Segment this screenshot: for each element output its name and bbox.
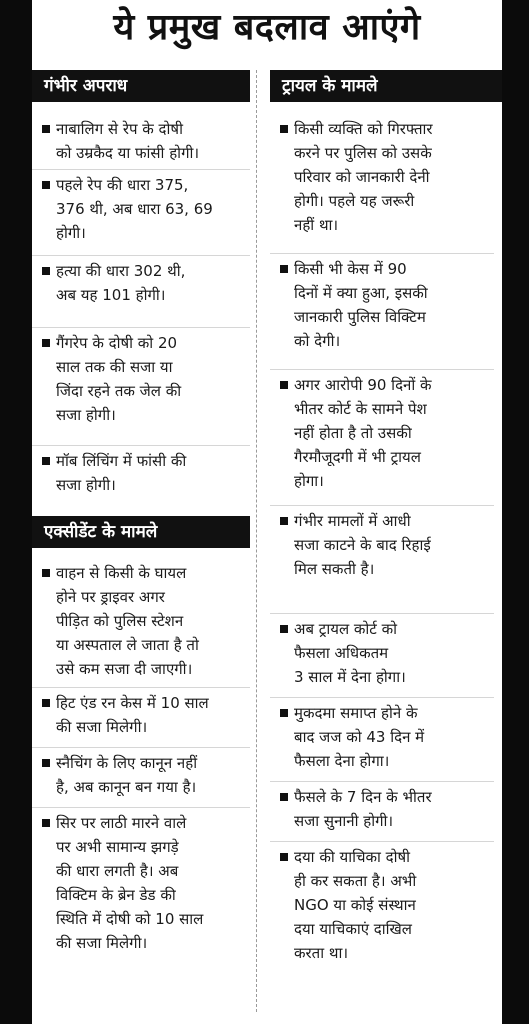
list-item [32, 688, 250, 748]
list-item-text [294, 257, 490, 353]
square-bullet-icon [280, 517, 288, 525]
list-item-line: विक्टिम के ब्रेन डेड की [56, 886, 176, 904]
list-item-line: करने पर पुलिस को उसके [294, 144, 432, 162]
list-item-text [56, 331, 246, 427]
list-item [32, 170, 250, 256]
square-bullet-icon [280, 381, 288, 389]
list-item-line: 376 थी, अब धारा 63, 69 [56, 200, 213, 218]
list-item-text [294, 617, 490, 689]
square-bullet-icon [42, 819, 50, 827]
list-item-line: की धारा लगती है। अब [56, 862, 179, 880]
list-item-text [56, 561, 246, 681]
list-item-line: है, अब कानून बन गया है। [56, 778, 197, 796]
list-item-line: नहीं होता है तो उसकी [294, 424, 412, 442]
list-item [270, 254, 494, 370]
list-item [32, 328, 250, 446]
list-item-line: परिवार को जानकारी देनी [294, 168, 430, 186]
square-bullet-icon [42, 759, 50, 767]
list-item-text [294, 845, 490, 965]
list-item-line: सजा सुनानी होगी। [294, 812, 394, 830]
list-item-line: 3 साल में देना होगा। [294, 668, 406, 686]
square-bullet-icon [280, 793, 288, 801]
list-item-line: पर अभी सामान्य झगड़े [56, 838, 179, 856]
page-title: ये प्रमुख बदलाव आएंगे [113, 7, 421, 48]
list-item-line: सजा होगी। [56, 476, 116, 494]
list-item-line: पहले रेप की धारा 375, [56, 176, 189, 194]
list-item-text [294, 701, 490, 773]
list-item-line: होगी। [56, 224, 86, 242]
list-item-line: मुकदमा समाप्त होने के [294, 704, 418, 722]
list-item-line: किसी भी केस में 90 [294, 260, 407, 278]
column-divider [256, 70, 258, 1012]
square-bullet-icon [280, 853, 288, 861]
list-item-text [56, 259, 246, 307]
square-bullet-icon [42, 569, 50, 577]
square-bullet-icon [280, 625, 288, 633]
square-bullet-icon [42, 125, 50, 133]
list-item-line: को उम्रकैद या फांसी होगी। [56, 144, 200, 162]
list-item-line: स्थिति में दोषी को 10 साल [56, 910, 204, 928]
square-bullet-icon [280, 709, 288, 717]
list-item-line: मिल सकती है। [294, 560, 375, 578]
list-item-line: नहीं था। [294, 216, 339, 234]
list-item-text [56, 449, 246, 497]
section-header-accident-cases: एक्सीडेंट के मामले [32, 516, 250, 548]
list-item-text [294, 373, 490, 493]
list-item [270, 114, 494, 254]
list-item-line: गंभीर मामलों में आधी [294, 512, 411, 530]
list-item-line: अब यह 101 होगी। [56, 286, 166, 304]
list-item-line: की सजा मिलेगी। [56, 718, 148, 736]
list-item [32, 808, 250, 986]
list-item-text [294, 509, 490, 581]
list-item-line: फैसले के 7 दिन के भीतर [294, 788, 432, 806]
list-item-text [294, 117, 490, 237]
list-item-line: अब ट्रायल कोर्ट को [294, 620, 398, 638]
list-item-line: सजा होगी। [56, 406, 116, 424]
list-item-line: उसे कम सजा दी जाएगी। [56, 660, 193, 678]
list-item-line: होगा। [294, 472, 324, 490]
square-bullet-icon [42, 181, 50, 189]
square-bullet-icon [280, 265, 288, 273]
square-bullet-icon [42, 699, 50, 707]
list-item-line: जिंदा रहने तक जेल की [56, 382, 182, 400]
list-item [270, 698, 494, 782]
list-item-line: करता था। [294, 944, 349, 962]
list-item-text [56, 751, 246, 799]
list-item-line: अगर आरोपी 90 दिनों के [294, 376, 432, 394]
square-bullet-icon [42, 457, 50, 465]
list-item-line: दया याचिकाएं दाखिल [294, 920, 412, 938]
list-item-line: दिनों में क्या हुआ, इसकी [294, 284, 428, 302]
list-item-text [56, 117, 246, 165]
square-bullet-icon [42, 267, 50, 275]
list-item-text [56, 173, 246, 245]
list-item [32, 748, 250, 808]
list-item-line: को देगी। [294, 332, 341, 350]
list-item-line: जानकारी पुलिस विक्टिम [294, 308, 426, 326]
square-bullet-icon [280, 125, 288, 133]
list-item-line: गैंगरेप के दोषी को 20 [56, 334, 178, 352]
section-header-serious-crimes: गंभीर अपराध [32, 70, 250, 102]
list-item-line: वाहन से किसी के घायल [56, 564, 187, 582]
list-item-line: गैरमौजूदगी में भी ट्रायल [294, 448, 421, 466]
list-item-line: नाबालिग से रेप के दोषी [56, 120, 183, 138]
list-item-line: मॉब लिंचिंग में फांसी की [56, 452, 187, 470]
news-graphic [32, 0, 502, 1024]
list-item [270, 370, 494, 506]
list-item-line: फैसला देना होगा। [294, 752, 390, 770]
list-item-line: ही कर सकता है। अभी [294, 872, 417, 890]
list-item-line: होने पर ड्राइवर अगर [56, 588, 165, 606]
list-item [32, 446, 250, 506]
section-header-trial-cases: ट्रायल के मामले [270, 70, 502, 102]
list-item-line: किसी व्यक्ति को गिरफ्तार [294, 120, 433, 138]
square-bullet-icon [42, 339, 50, 347]
list-item-text [294, 785, 490, 833]
list-item [270, 506, 494, 614]
list-item-line: फैसला अधिकतम [294, 644, 389, 662]
list-item-line: सजा काटने के बाद रिहाई [294, 536, 431, 554]
list-item [32, 256, 250, 328]
list-item-text [56, 691, 246, 739]
list-item [270, 782, 494, 842]
list-item-line: सिर पर लाठी मारने वाले [56, 814, 187, 832]
list-item [32, 114, 250, 170]
list-item-line: की सजा मिलेगी। [56, 934, 148, 952]
list-item-line: साल तक की सजा या [56, 358, 173, 376]
list-item [270, 842, 494, 992]
list-item [270, 614, 494, 698]
list-item-line: दया की याचिका दोषी [294, 848, 411, 866]
list-item-text [56, 811, 246, 955]
list-item-line: होगी। पहले यह जरूरी [294, 192, 415, 210]
list-item-line: NGO या कोई संस्थान [294, 896, 416, 914]
list-item-line: भीतर कोर्ट के सामने पेश [294, 400, 427, 418]
list-item [32, 558, 250, 688]
list-item-line: या अस्पताल ले जाता है तो [56, 636, 199, 654]
list-item-line: स्नैचिंग के लिए कानून नहीं [56, 754, 198, 772]
list-item-line: हिट एंड रन केस में 10 साल [56, 694, 209, 712]
list-item-line: हत्या की धारा 302 थी, [56, 262, 186, 280]
list-item-line: बाद जज को 43 दिन में [294, 728, 425, 746]
list-item-line: पीड़ित को पुलिस स्टेशन [56, 612, 184, 630]
